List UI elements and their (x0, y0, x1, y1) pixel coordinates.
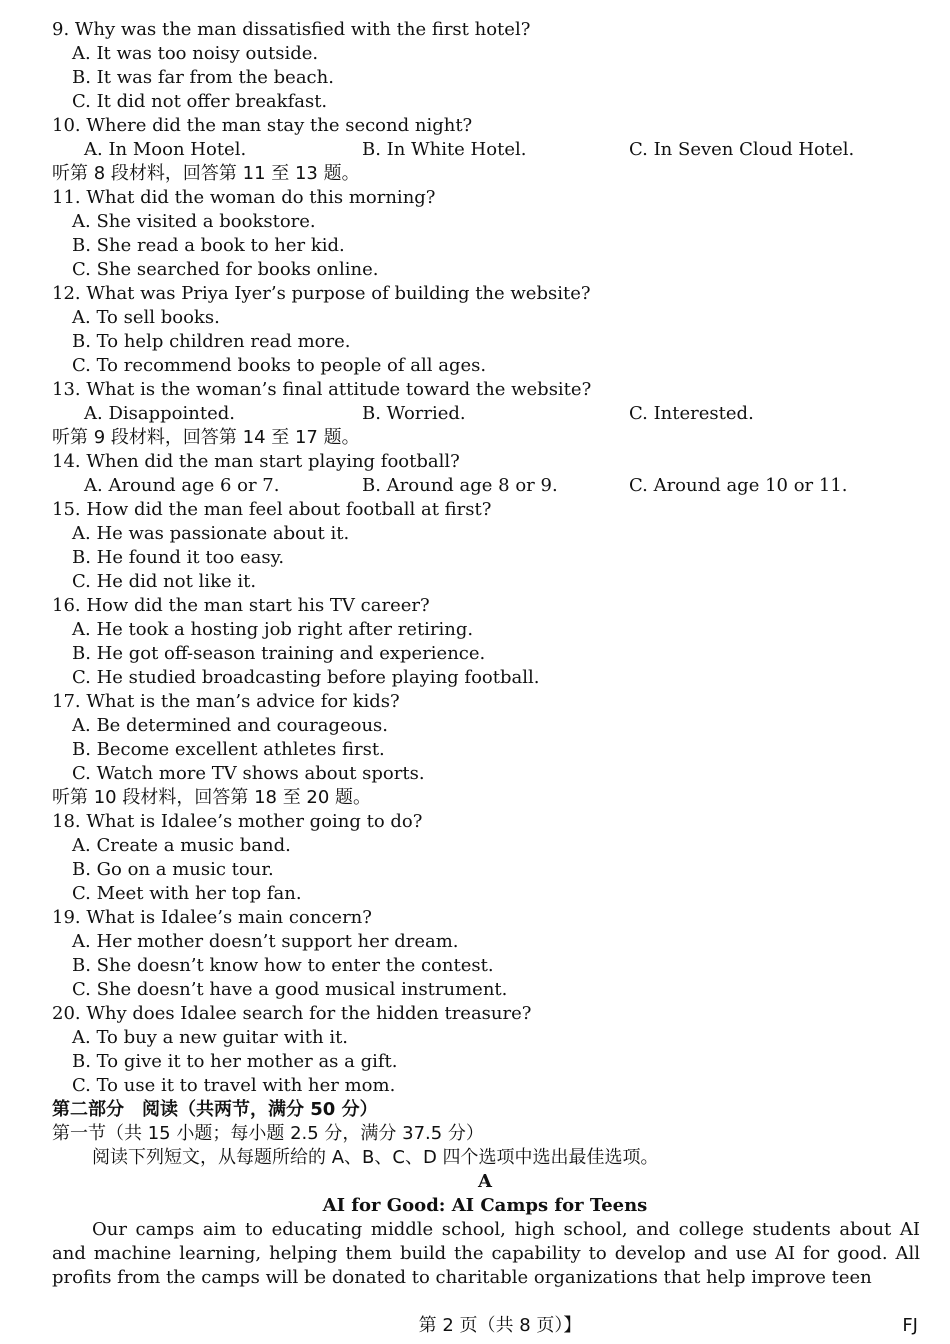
question-16-stem: 16. How did the man start his TV career? (52, 595, 430, 616)
question-9-stem: 9. Why was the man dissatisfied with the first hotel? (52, 19, 531, 40)
question-14-option-a: A. Around age 6 or 7. (84, 475, 280, 496)
question-13-option-c: C. Interested. (629, 403, 754, 424)
question-15-stem: 15. How did the man feel about football at first? (52, 499, 492, 520)
question-12-option-c: C. To recommend books to people of all ages. (72, 355, 487, 376)
question-13-options (84, 402, 924, 426)
question-18-option-c: C. Meet with her top fan. (72, 883, 302, 904)
question-9-option-b: B. It was far from the beach. (72, 67, 334, 88)
question-18-option-b: B. Go on a music tour. (72, 859, 274, 880)
question-19-option-c: C. She doesn’t have a good musical instrument. (72, 979, 508, 1000)
question-15-option-b: B. He found it too easy. (72, 547, 285, 568)
question-11-option-a: A. She visited a bookstore. (72, 211, 316, 232)
question-17-option-a: A. Be determined and courageous. (72, 715, 389, 736)
question-10-option-b: B. In White Hotel. (362, 139, 527, 160)
section-9-heading: 听第 9 段材料，回答第 14 至 17 题。 (52, 427, 360, 448)
question-18-stem: 18. What is Idalee’s mother going to do? (52, 811, 423, 832)
question-12-stem: 12. What was Priya Iyer’s purpose of building the website? (52, 283, 591, 304)
question-19-option-a: A. Her mother doesn’t support her dream. (72, 931, 459, 952)
exam-code: FJ (902, 1315, 918, 1336)
section-10-heading: 听第 10 段材料，回答第 18 至 20 题。 (52, 787, 372, 808)
question-10-options (84, 138, 924, 162)
reading-instruction: 阅读下列短文，从每题所给的 A、B、C、D 四个选项中选出最佳选项。 (92, 1147, 659, 1168)
question-12-option-a: A. To sell books. (72, 307, 220, 328)
question-11-option-c: C. She searched for books online. (72, 259, 379, 280)
question-18-option-a: A. Create a music band. (72, 835, 291, 856)
question-9-option-a: A. It was too noisy outside. (72, 43, 319, 64)
question-14-option-c: C. Around age 10 or 11. (629, 475, 848, 496)
question-19-option-b: B. She doesn’t know how to enter the contest. (72, 955, 494, 976)
question-15-option-a: A. He was passionate about it. (72, 523, 350, 544)
question-10-option-c: C. In Seven Cloud Hotel. (629, 139, 855, 160)
question-13-option-a: A. Disappointed. (84, 403, 235, 424)
passage-letter: A (478, 1171, 492, 1192)
question-17-option-b: B. Become excellent athletes first. (72, 739, 385, 760)
question-20-option-a: A. To buy a new guitar with it. (72, 1027, 349, 1048)
question-17-option-c: C. Watch more TV shows about sports. (72, 763, 425, 784)
question-9-option-c: C. It did not offer breakfast. (72, 91, 328, 112)
page-number: 第 2 页（共 8 页）】 (418, 1315, 582, 1336)
question-15-option-c: C. He did not like it. (72, 571, 257, 592)
question-14-stem: 14. When did the man start playing football? (52, 451, 460, 472)
passage-title: AI for Good: AI Camps for Teens (322, 1195, 648, 1216)
question-12-option-b: B. To help children read more. (72, 331, 351, 352)
question-13-option-b: B. Worried. (362, 403, 466, 424)
question-10-option-a: A. In Moon Hotel. (84, 139, 247, 160)
passage-body: Our camps aim to educating middle school, high school, and college students about AI and machine learning, helping them build the capability to develop and use AI for good. All profits from the camps will be donated to charitable organizations that help improve teen (52, 1219, 920, 1288)
question-13-stem: 13. What is the woman’s final attitude toward the website? (52, 379, 592, 400)
section-8-heading: 听第 8 段材料，回答第 11 至 13 题。 (52, 163, 360, 184)
question-20-option-c: C. To use it to travel with her mom. (72, 1075, 396, 1096)
question-11-stem: 11. What did the woman do this morning? (52, 187, 436, 208)
question-16-option-c: C. He studied broadcasting before playing football. (72, 667, 540, 688)
part-2-section-1-heading: 第一节（共 15 小题；每小题 2.5 分，满分 37.5 分） (52, 1123, 484, 1144)
question-16-option-b: B. He got off-season training and experience. (72, 643, 486, 664)
question-19-stem: 19. What is Idalee’s main concern? (52, 907, 372, 928)
question-10-stem: 10. Where did the man stay the second night? (52, 115, 473, 136)
question-17-stem: 17. What is the man’s advice for kids? (52, 691, 400, 712)
question-14-options (84, 474, 924, 498)
question-16-option-a: A. He took a hosting job right after retiring. (72, 619, 474, 640)
question-20-stem: 20. Why does Idalee search for the hidden treasure? (52, 1003, 532, 1024)
question-11-option-b: B. She read a book to her kid. (72, 235, 345, 256)
question-20-option-b: B. To give it to her mother as a gift. (72, 1051, 398, 1072)
part-2-heading: 第二部分 阅读（共两节，满分 50 分） (52, 1099, 378, 1120)
question-14-option-b: B. Around age 8 or 9. (362, 475, 558, 496)
